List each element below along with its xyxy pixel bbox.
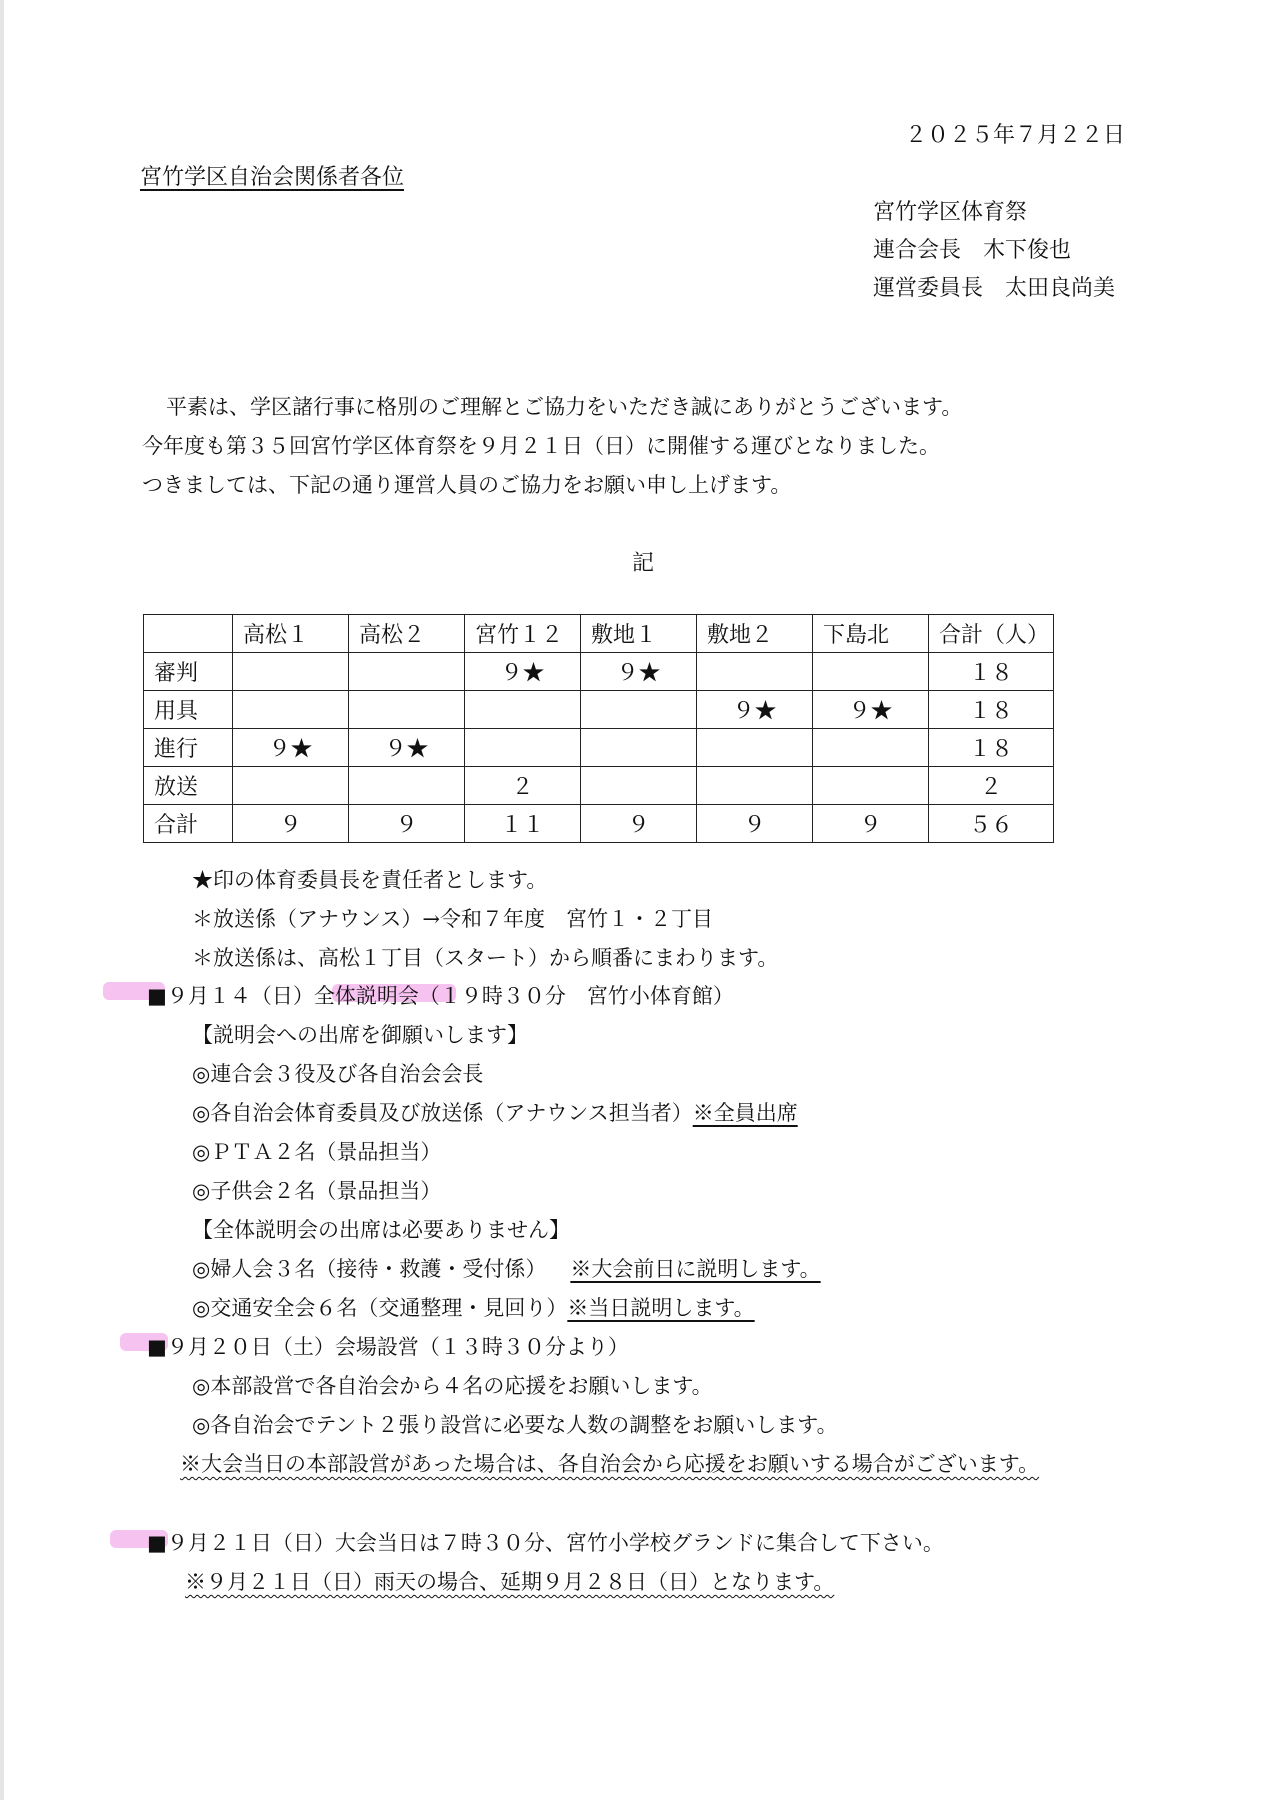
section1-heading	[147, 980, 734, 1010]
section1-item: ◎連合会３役及び各自治会会長	[192, 1062, 484, 1086]
sender-committee-head: 運営委員長 太田良尚美	[873, 276, 1116, 301]
header-cell: 下島北	[813, 615, 929, 653]
recipient: 宮竹学区自治会関係者各位	[140, 165, 405, 190]
scan-edge	[0, 0, 4, 1800]
table-cell: ５６	[929, 805, 1054, 843]
table-cell: ９	[697, 805, 813, 843]
table-cell: ９	[581, 805, 697, 843]
body-paragraph-1: 平素は、学区諸行事に格別のご理解とご協力をいただき誠にありがとうございます。	[166, 395, 963, 419]
header-cell: 敷地２	[697, 615, 813, 653]
table-cell: ９★	[697, 691, 813, 729]
table-cell: ９★	[813, 691, 929, 729]
table-cell	[581, 691, 697, 729]
table-cell	[349, 653, 465, 691]
ki-heading: 記	[632, 551, 655, 576]
section1-item	[192, 1292, 755, 1322]
header-cell: 敷地１	[581, 615, 697, 653]
table-cell	[349, 691, 465, 729]
section1-item-text: ◎交通安全会６名（交通整理・見回り）	[192, 1296, 568, 1320]
row-label: 放送	[144, 767, 233, 805]
note-star: ★印の体育委員長を責任者とします。	[192, 868, 548, 892]
table-cell: １１	[465, 805, 581, 843]
section1-sub-attend: 【説明会への出席を御願いします】	[192, 1023, 528, 1047]
table-cell	[581, 767, 697, 805]
section2-item: ◎本部設営で各自治会から４名の応援をお願いします。	[192, 1374, 713, 1398]
sender-chair: 連合会長 木下俊也	[873, 238, 1072, 263]
table-cell: ９★	[349, 729, 465, 767]
prior-day-note: ※大会前日に説明します。	[570, 1257, 821, 1281]
section2-item: ◎各自治会でテント２張り設営に必要な人数の調整をお願いします。	[192, 1413, 838, 1437]
document-date: ２０２５年７月２２日	[905, 123, 1126, 148]
table-cell	[465, 691, 581, 729]
table-cell: １８	[929, 653, 1054, 691]
table-cell	[813, 653, 929, 691]
header-cell: 宮竹１２	[465, 615, 581, 653]
table-row	[144, 691, 1054, 729]
table-cell	[813, 767, 929, 805]
row-label: 審判	[144, 653, 233, 691]
table-cell	[697, 729, 813, 767]
section2-heading: ■９月２０日（土）会場設営（１３時３０分より）	[147, 1335, 629, 1359]
row-label: 進行	[144, 729, 233, 767]
table-header-row	[144, 615, 1054, 653]
table-row	[144, 767, 1054, 805]
section1-sub-not-required: 【全体説明会の出席は必要ありません】	[192, 1218, 570, 1242]
row-label: 合計	[144, 805, 233, 843]
body-paragraph-3: つきましては、下記の通り運営人員のご協力をお願い申し上げます。	[142, 473, 792, 497]
section1-item-text: ◎各自治会体育委員及び放送係（アナウンス担当者）	[192, 1101, 693, 1125]
section2-note: ※大会当日の本部設営があった場合は、各自治会から応援をお願いする場合がございます。	[180, 1452, 1040, 1476]
table-cell: ９	[349, 805, 465, 843]
section1-date: ■９月１４（日）	[147, 984, 314, 1008]
staffing-table	[143, 614, 1054, 843]
table-row	[144, 729, 1054, 767]
section1-item: ◎ＰＴＡ２名（景品担当）	[192, 1140, 442, 1164]
header-cell: 高松１	[233, 615, 349, 653]
table-cell	[697, 767, 813, 805]
note-announcer: ＊放送係（アナウンス）→令和７年度 宮竹１・２丁目	[192, 907, 713, 931]
section1-time-place: （１９時３０分 宮竹小体育館）	[418, 984, 734, 1008]
table-cell: ９★	[465, 653, 581, 691]
table-cell	[581, 729, 697, 767]
section1-item: ◎子供会２名（景品担当）	[192, 1179, 442, 1203]
table-cell: ９	[813, 805, 929, 843]
table-cell	[233, 653, 349, 691]
table-cell	[697, 653, 813, 691]
table-cell	[349, 767, 465, 805]
table-cell: ９	[233, 805, 349, 843]
table-row	[144, 653, 1054, 691]
table-total-row	[144, 805, 1054, 843]
table-cell: ２	[465, 767, 581, 805]
section1-item	[192, 1253, 821, 1283]
table-cell: ９★	[581, 653, 697, 691]
section1-item-text: ◎婦人会３名（接待・救護・受付係）	[192, 1257, 547, 1281]
table-cell: １８	[929, 729, 1054, 767]
section3-note: ※９月２１日（日）雨天の場合、延期９月２８日（日）となります。	[185, 1570, 835, 1594]
all-attend-note: ※全員出席	[692, 1101, 798, 1125]
table-cell	[465, 729, 581, 767]
table-cell: ２	[929, 767, 1054, 805]
section3-heading: ■９月２１日（日）大会当日は７時３０分、宮竹小学校グランドに集合して下さい。	[147, 1531, 944, 1555]
table-cell	[233, 691, 349, 729]
same-day-note: ※当日説明します。	[567, 1296, 755, 1320]
section1-title: 全体説明会	[313, 984, 419, 1008]
header-cell: 合計（人）	[929, 615, 1054, 653]
table-cell	[233, 767, 349, 805]
table-cell: ９★	[233, 729, 349, 767]
table-cell: １８	[929, 691, 1054, 729]
sender-org: 宮竹学区体育祭	[873, 200, 1028, 225]
header-cell: 高松２	[349, 615, 465, 653]
header-cell	[144, 615, 233, 653]
note-rotation: ＊放送係は、高松１丁目（スタート）から順番にまわります。	[192, 946, 779, 970]
table-cell	[813, 729, 929, 767]
body-paragraph-2: 今年度も第３５回宮竹学区体育祭を９月２１日（日）に開催する運びとなりました。	[142, 434, 940, 458]
section1-item	[192, 1097, 798, 1127]
row-label: 用具	[144, 691, 233, 729]
